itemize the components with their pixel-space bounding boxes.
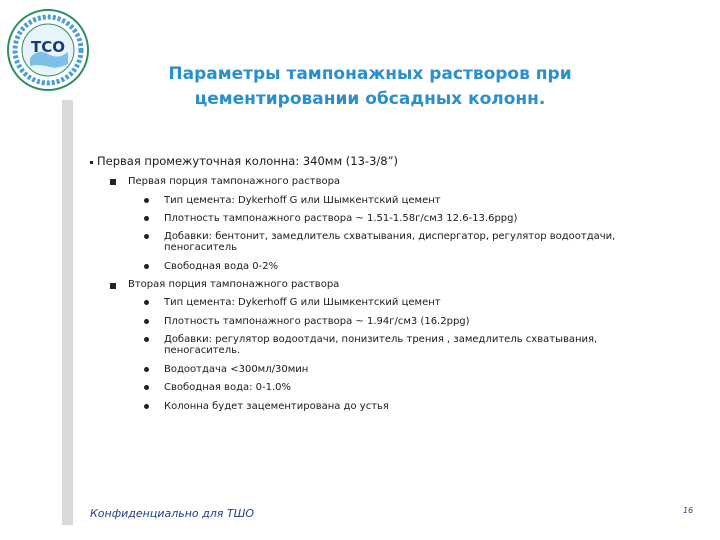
title-line-1: Параметры тампонажных растворов при — [168, 64, 572, 84]
bullet-dot — [144, 404, 149, 409]
footer-confidential: Конфиденциально для ТШО — [90, 507, 255, 520]
portion1-item: Плотность тампонажного раствора ~ 1.51-1.58г/см3 12.6-13.6ppg) — [164, 213, 518, 224]
page-number: 16 — [683, 506, 694, 515]
bullet-marker — [110, 283, 116, 289]
portion1-item: Свободная вода 0-2% — [164, 261, 279, 272]
left-decorative-bar — [62, 100, 73, 525]
bullet-dot — [144, 264, 149, 269]
bullet-dot — [144, 337, 149, 342]
portion2-item: Добавки: регулятор водоотдачи, понизитель трения , замедлитель схватывания, — [164, 334, 598, 345]
portion2-item: Плотность тампонажного раствора ~ 1.94г/см3 (16.2ppg) — [164, 316, 470, 327]
bullet-dot — [144, 385, 149, 390]
portion1-item: Тип цемента: Dykerhoff G или Шымкентский цемент — [164, 195, 441, 206]
portion2-item: Колонна будет зацементирована до устья — [164, 401, 389, 412]
logo-text: ТСО — [31, 38, 65, 56]
slide-title — [110, 62, 630, 112]
portion1-item-continued: пеногаситель — [164, 242, 237, 253]
portion1-item: Добавки: бентонит, замедлитель схватывания, диспергатор, регулятор водоотдачи, — [164, 231, 616, 242]
portion1-label: Первая порция тампонажного раствора — [128, 176, 341, 187]
portion2-item-continued: пеногаситель. — [164, 345, 241, 356]
bullet-marker — [90, 161, 93, 164]
portion2-label: Вторая порция тампонажного раствора — [128, 279, 340, 290]
title-line-2: цементировании обсадных колонн. — [194, 89, 546, 109]
bullet-marker — [110, 179, 116, 185]
bullet-dot — [144, 198, 149, 203]
section-heading: Первая промежуточная колонна: 340мм (13-3/8”) — [97, 154, 399, 168]
bullet-dot — [144, 234, 149, 239]
bullet-dot — [144, 319, 149, 324]
portion2-item: Водоотдача <300мл/30мин — [164, 364, 309, 375]
portion2-item: Свободная вода: 0-1.0% — [164, 382, 292, 393]
bullet-dot — [144, 216, 149, 221]
portion2-item: Тип цемента: Dykerhoff G или Шымкентский цемент — [164, 297, 441, 308]
bullet-dot — [144, 300, 149, 305]
company-logo — [6, 8, 90, 92]
bullet-dot — [144, 367, 149, 372]
